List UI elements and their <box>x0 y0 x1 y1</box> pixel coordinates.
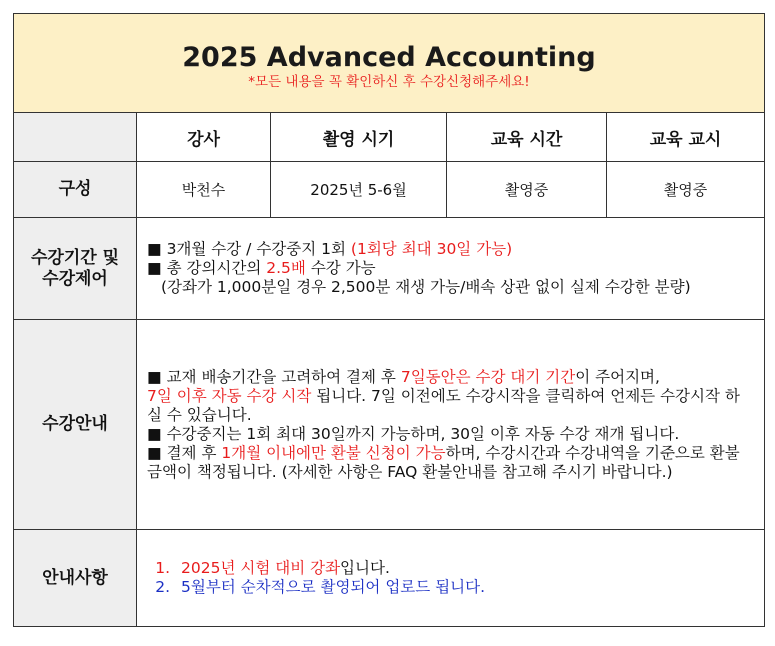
guide-paragraph-1: ■ 교재 배송기간을 고려하여 결제 후 7일동안은 수강 대기 기간이 주어지며, <box>147 367 660 386</box>
page-subtitle: *모든 내용을 꼭 확인하신 후 수강신청해주세요! <box>248 74 530 90</box>
instructor-value: 박천수 <box>137 162 271 218</box>
guide-paragraph-3: ■ 수강중지는 1회 최대 30일까지 가능하며, 30일 이후 자동 수강 재개 됩니다. <box>147 424 680 443</box>
column-header-education-periods: 교육 교시 <box>607 113 765 162</box>
filming-period-value: 2025년 5-6월 <box>271 162 447 218</box>
column-header-instructor: 강사 <box>137 113 271 162</box>
notice-row <box>14 530 765 627</box>
header-corner-cell <box>14 113 137 162</box>
period-line-2: ■ 총 강의시간의 2.5배 수강 가능 <box>147 259 376 277</box>
column-header-filming-period: 촬영 시기 <box>271 113 447 162</box>
column-header-row <box>14 113 765 162</box>
guide-paragraph-4: ■ 결제 후 1개월 이내에만 환불 신청이 가능하며, 수강시간과 수강내역을 기준으로 환불금액이 책정됩니다. (자세한 사항은 FAQ 환불안내를 참고해 주시기 바랍니다.) <box>147 443 740 481</box>
notice-item-2: 2. 5월부터 순차적으로 촬영되어 업로드 됩니다. <box>175 578 754 597</box>
notice-label: 안내사항 <box>14 530 137 627</box>
composition-label: 구성 <box>14 162 137 218</box>
composition-row <box>14 162 765 218</box>
period-line-3: (강좌가 1,000분일 경우 2,500분 재생 가능/배속 상관 없이 실제 수강한 분량) <box>161 278 691 296</box>
period-line-1: ■ 3개월 수강 / 수강중지 1회 (1회당 최대 30일 가능) <box>147 240 513 258</box>
guide-label: 수강안내 <box>14 320 137 530</box>
notice-list <box>147 559 754 597</box>
notice-item-1: 1. 2025년 시험 대비 강좌입니다. <box>175 559 754 578</box>
column-header-education-time: 교육 시간 <box>447 113 607 162</box>
period-label: 수강기간 및 수강제어 <box>14 218 137 320</box>
education-time-value: 촬영중 <box>447 162 607 218</box>
page-title: 2025 Advanced Accounting <box>182 42 596 73</box>
guide-paragraph-2: 7일 이후 자동 수강 시작 됩니다. 7일 이전에도 수강시작을 클릭하여 언제든 수강시작 하실 수 있습니다. <box>147 386 740 424</box>
period-content <box>137 218 765 320</box>
title-row <box>14 14 765 113</box>
title-cell <box>14 14 765 113</box>
period-row <box>14 218 765 320</box>
notice-content <box>137 530 765 627</box>
guide-row <box>14 320 765 530</box>
education-periods-value: 촬영중 <box>607 162 765 218</box>
guide-content <box>137 320 765 530</box>
course-info-table <box>13 13 765 627</box>
